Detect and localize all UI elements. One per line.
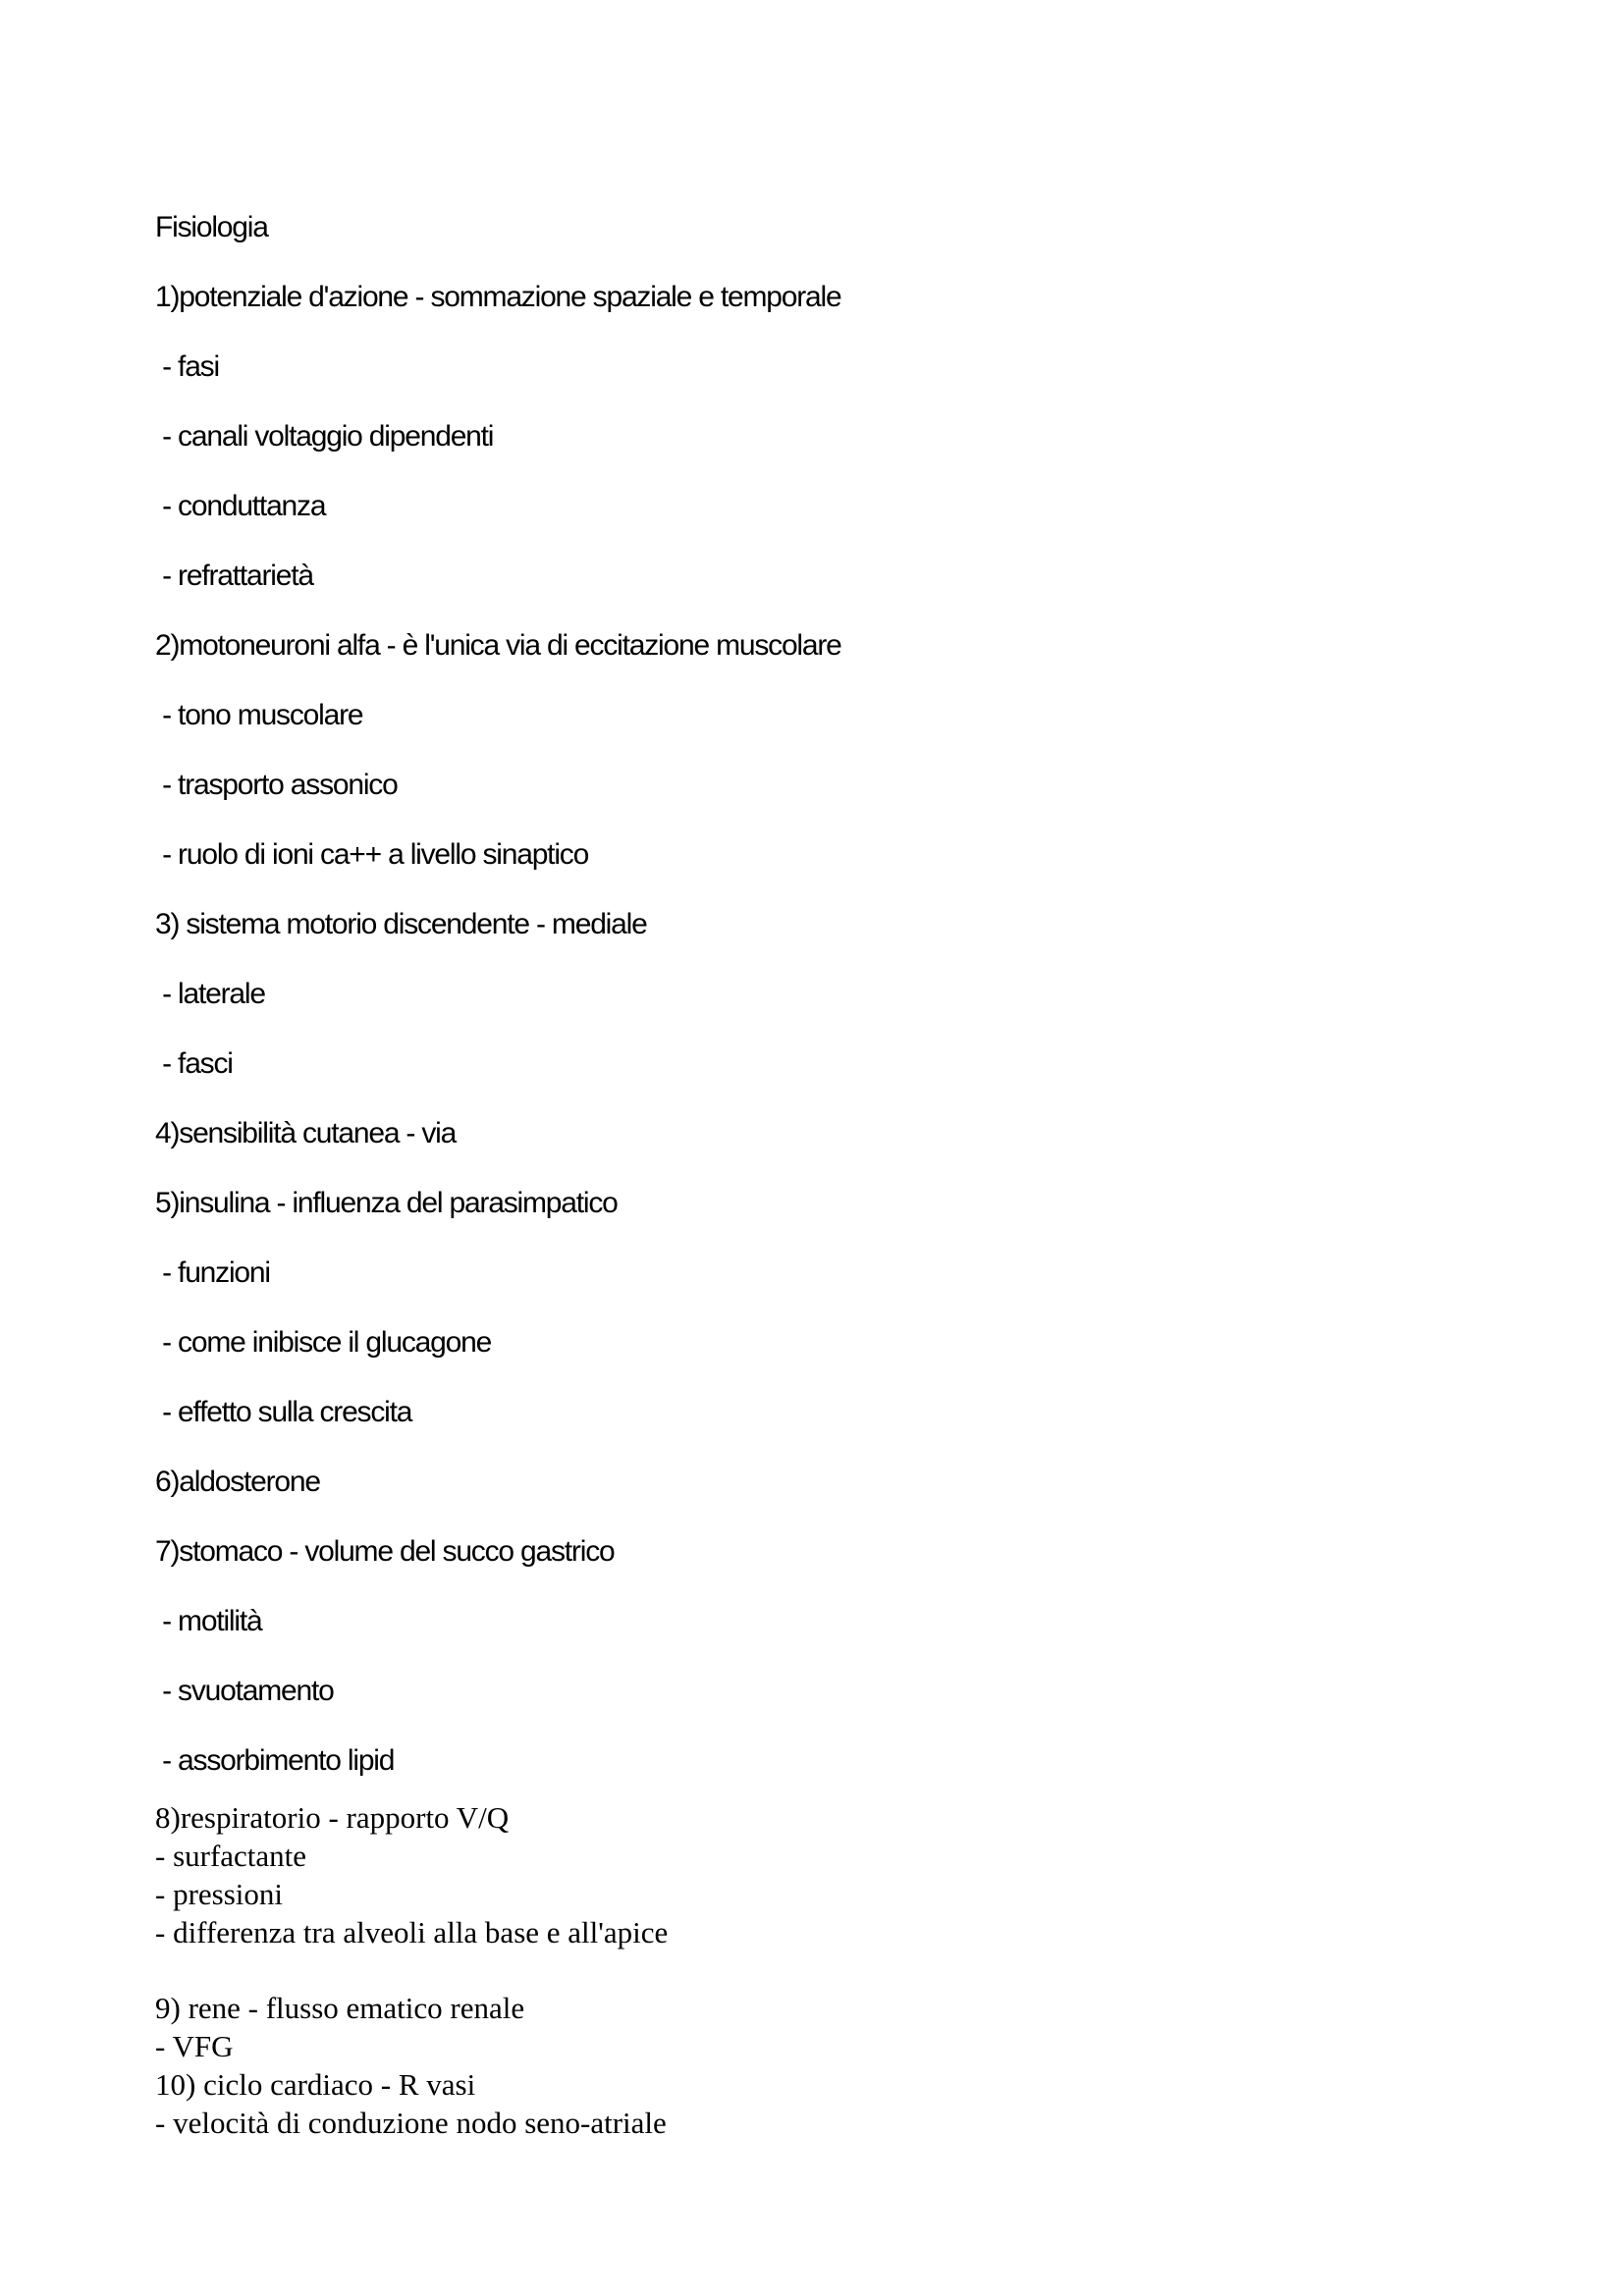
list-item: - svuotamento [155,1675,334,1707]
list-item: 10) ciclo cardiaco - R vasi [155,2067,476,2102]
list-item: 3) sistema motorio discendente - mediale [155,908,647,940]
serif-text-block [155,1798,668,2142]
list-item: 2)motoneuroni alfa - è l'unica via di eccitazione muscolare [155,629,841,662]
list-item: - velocità di conduzione nodo seno-atriale [155,2106,667,2140]
list-item: - motilità [155,1605,262,1637]
list-item: - refrattarietà [155,560,313,592]
list-item: - laterale [155,978,265,1010]
list-item: - tono muscolare [155,699,363,731]
list-item: 9) rene - flusso ematico renale [155,1991,525,2025]
document-title: Fisiologia [155,211,268,243]
list-item: - canali voltaggio dipendenti [155,420,494,453]
list-item: - conduttanza [155,490,326,522]
list-item: - ruolo di ioni ca++ a livello sinaptico [155,838,589,871]
list-item: 4)sensibilità cutanea - via [155,1117,457,1149]
list-item: - come inibisce il glucagone [155,1326,492,1359]
paragraph-gap [155,1951,668,1989]
list-item: 5)insulina - influenza del parasimpatico [155,1187,618,1219]
list-item: - assorbimento lipid [155,1744,395,1777]
list-item: - effetto sulla crescita [155,1396,412,1428]
list-item: - pressioni [155,1877,284,1911]
list-item: - fasci [155,1047,233,1080]
list-item: 1)potenziale d'azione - sommazione spaziale e temporale [155,281,841,313]
list-item: - funzioni [155,1256,270,1289]
list-item: 8)respiratorio - rapporto V/Q [155,1800,510,1835]
list-item: - trasporto assonico [155,769,398,801]
list-item: - fasi [155,350,219,383]
list-item: 7)stomaco - volume del succo gastrico [155,1535,615,1568]
list-item: 6)aldosterone [155,1466,320,1498]
list-item: - surfactante [155,1839,307,1873]
sans-text-block [155,192,841,1795]
list-item: - differenza tra alveoli alla base e all'apice [155,1915,669,1949]
list-item: - VFG [155,2029,234,2063]
